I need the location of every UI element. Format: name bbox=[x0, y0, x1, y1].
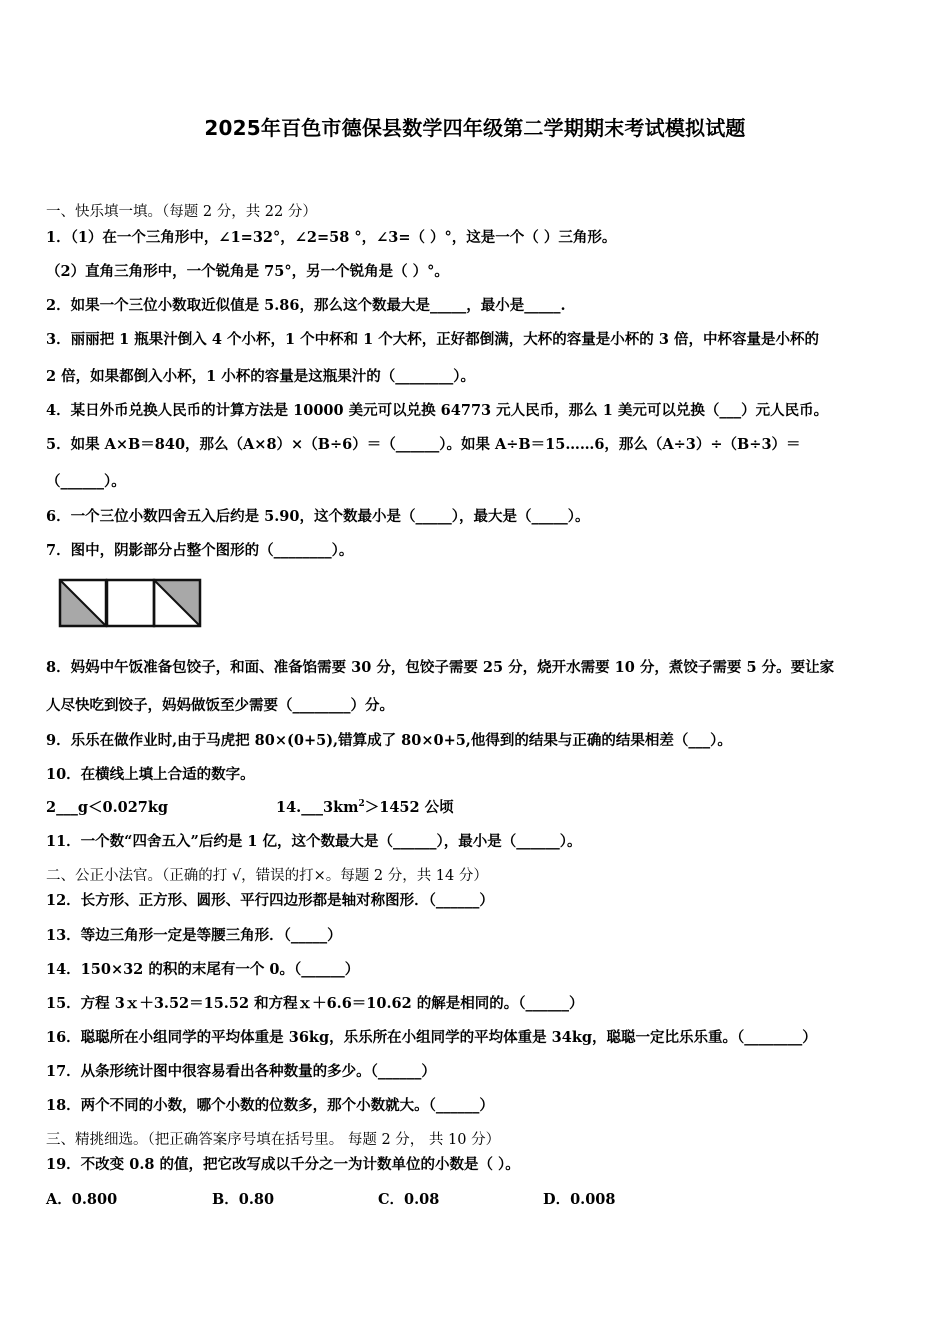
section-1-heading: 一、快乐填一填。（每题 2 分，共 22 分） bbox=[46, 204, 317, 220]
question-2: 2．如果一个三位小数取近似值是 5.86，那么这个数最大是_____，最小是_____. bbox=[46, 297, 566, 314]
question-9: 9．乐乐在做作业时,由于马虎把 80×(0+5),错算成了 80×0+5,他得到的结果与正确的结果相差（___）。 bbox=[46, 732, 732, 749]
question-5a: 5．如果 A×B＝840，那么（A×8）×（B÷6）＝（______）。如果 A÷B＝15……6，那么（A÷3）÷（B÷3）＝ bbox=[46, 436, 801, 453]
question-7: 7．图中，阴影部分占整个图形的（________）。 bbox=[46, 542, 354, 559]
question-10: 10．在横线上填上合适的数字。 bbox=[46, 766, 255, 783]
question-1b: （2）直角三角形中，一个锐角是 75°，另一个锐角是（ ）°。 bbox=[46, 263, 449, 280]
question-12: 12．长方形、正方形、圆形、平行四边形都是轴对称图形．（______） bbox=[46, 892, 494, 909]
question-6: 6．一个三位小数四舍五入后约是 5.90，这个数最小是（_____），最大是（_____）。 bbox=[46, 508, 590, 525]
question-8a: 8．妈妈中午饭准备包饺子，和面、准备馅需要 30 分，包饺子需要 25 分，烧开水需要 10 分，煮饺子需要 5 分。要让家 bbox=[46, 659, 835, 676]
question-4: 4．某日外币兑换人民币的计算方法是 10000 美元可以兑换 64773 元人民币，那么 1 美元可以兑换（___）元人民币。 bbox=[46, 402, 829, 419]
question-19: 19．不改变 0.8 的值，把它改写成以千分之一为计数单位的小数是（ ）。 bbox=[46, 1156, 520, 1173]
question-18: 18．两个不同的小数，哪个小数的位数多，那个小数就大。（______） bbox=[46, 1097, 494, 1114]
question-10-left: 2___g＜0.027kg bbox=[46, 799, 169, 816]
question-11: 11．一个数“四舍五入”后约是 1 亿，这个数最大是（______），最小是（______）。 bbox=[46, 833, 582, 850]
question-15: 15．方程 3ｘ＋3.52＝15.52 和方程ｘ＋6.6＝10.62 的解是相同的。（______） bbox=[46, 995, 584, 1012]
option-d: D．0.008 bbox=[543, 1191, 616, 1208]
question-17: 17．从条形统计图中很容易看出各种数量的多少。（______） bbox=[46, 1063, 436, 1080]
option-b: B．0.80 bbox=[212, 1191, 275, 1208]
option-a: A．0.800 bbox=[46, 1191, 118, 1208]
section-2-heading: 二、公正小法官。（正确的打 √，错误的打×。每题 2 分，共 14 分） bbox=[46, 868, 488, 884]
question-1a: 1．（1）在一个三角形中，∠1=32°，∠2=58 °，∠3=（ ）°，这是一个（ ）三角形。 bbox=[46, 229, 617, 246]
question-3b: 2 倍，如果都倒入小杯，1 小杯的容量是这瓶果汁的（________）。 bbox=[46, 368, 476, 385]
question-16: 16．聪聪所在小组同学的平均体重是 36kg，乐乐所在小组同学的平均体重是 34kg，聪聪一定比乐乐重。（________） bbox=[46, 1029, 817, 1046]
question-10-right: $14.\_\_\_3km^2>1452$ 公顷 bbox=[276, 799, 454, 816]
question-13: 13．等边三角形一定是等腰三角形．（_____） bbox=[46, 927, 342, 944]
section-3-heading: 三、精挑细选。（把正确答案序号填在括号里。 每题 2 分， 共 10 分） bbox=[46, 1132, 501, 1148]
page-title: 2025年百色市德保县数学四年级第二学期期末考试模拟试题 bbox=[204, 116, 746, 140]
question-8b: 人尽快吃到饺子，妈妈做饭至少需要（________）分。 bbox=[46, 697, 394, 714]
question-5b: （______）。 bbox=[46, 473, 126, 490]
question-14: 14．150×32 的积的末尾有一个 0。（______） bbox=[46, 961, 360, 978]
shaded-squares-figure bbox=[58, 578, 204, 630]
question-3a: 3．丽丽把 1 瓶果汁倒入 4 个小杯，1 个中杯和 1 个大杯，正好都倒满，大杯的容量是小杯的 3 倍，中杯容量是小杯的 bbox=[46, 331, 819, 348]
option-c: C．0.08 bbox=[378, 1191, 440, 1208]
